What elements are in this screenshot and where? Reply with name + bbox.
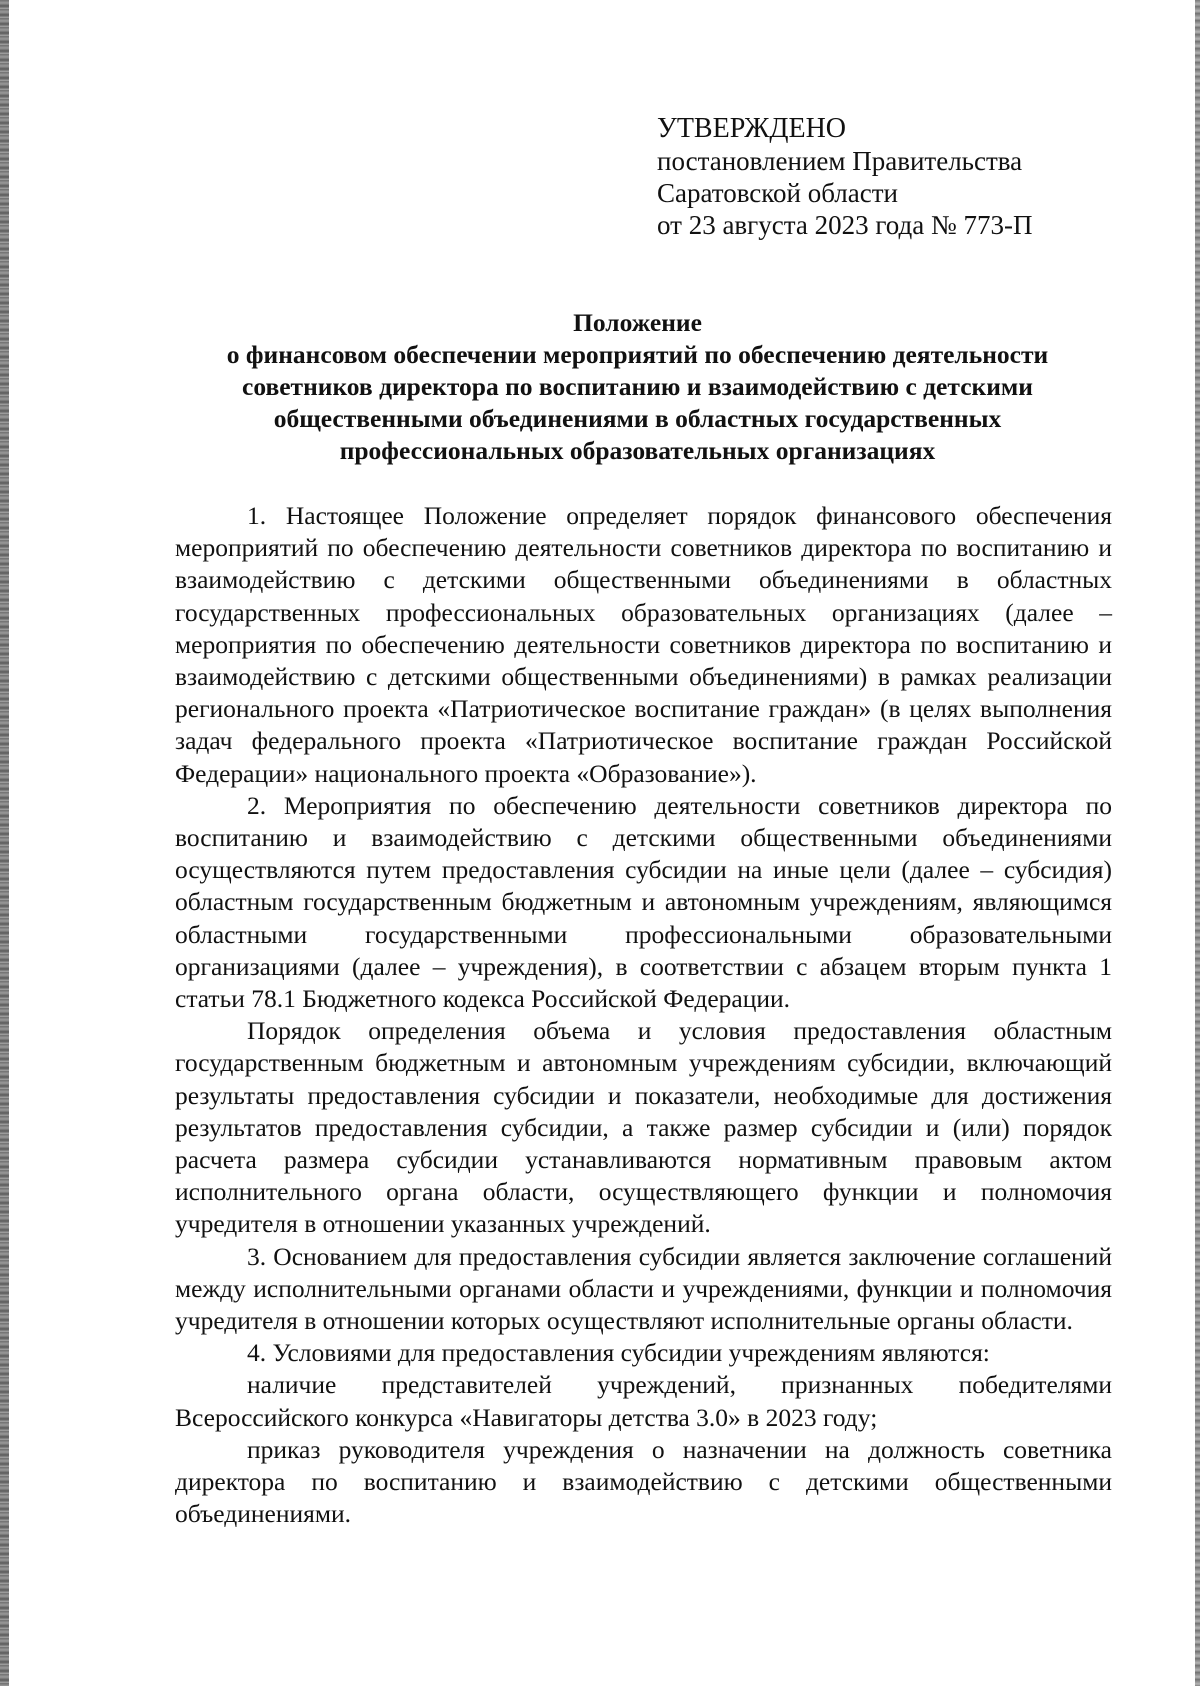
title-line-2: о финансовом обеспечении мероприятий по обеспечению деятельности — [226, 340, 1049, 369]
title-line-1: Положение — [573, 308, 702, 337]
scan-edge-left — [0, 0, 9, 1686]
paragraph-6: наличие представителей учреждений, признанных победителями Всероссийского конкурса «Навигаторы детства 3.0» в 2023 году; — [175, 1370, 1112, 1432]
scan-edge-right — [1195, 0, 1200, 1686]
title-line-4: общественными объединениями в областных государственных — [273, 404, 1002, 433]
paragraph-3: Порядок определения объема и условия предоставления областным государственным бюджетным и автономным учреждениям субсидии, включающий результаты предоставления субсидии и показатели, необходимые для достижения результатов предоставления субсидии, а также размер субсидии и (или) порядок расчета размера субсидии устанавливаются нормативным правовым актом исполнительного органа области, осуществляющего функции и полномочия учредителя в отношении указанных учреждений. — [175, 1016, 1112, 1239]
paragraph-1: 1. Настоящее Положение определяет порядок финансового обеспечения мероприятий по обеспечению деятельности советников директора по воспитанию и взаимодействию с детскими общественными объединениями в областных государственных профессиональных образовательных организациях (далее – мероприятия по обеспечению деятельности советников директора по воспитанию и взаимодействию с детскими общественными объединениями) в рамках реализации регионального проекта «Патриотическое воспитание граждан» (в целях выполнения задач федерального проекта «Патриотическое воспитание граждан Российской Федерации» национального проекта «Образование»). — [175, 501, 1112, 788]
approval-line-1: постановлением Правительства — [657, 146, 1023, 176]
paragraph-7: приказ руководителя учреждения о назначении на должность советника директора по воспитанию и взаимодействию с детскими общественными объединениями. — [175, 1434, 1112, 1529]
document-body — [175, 500, 1112, 1531]
document-title — [170, 307, 1105, 467]
paragraph-2: 2. Мероприятия по обеспечению деятельности советников директора по воспитанию и взаимодействию с детскими общественными объединениями осуществляются путем предоставления субсидии на иные цели (далее – субсидия) областным государственным бюджетным и автономным учреждениям, являющимся областными государственными профессиональными образовательными организациями (далее – учреждения), в соответствии с абзацем вторым пункта 1 статьи 78.1 Бюджетного кодекса Российской Федерации. — [175, 790, 1112, 1014]
approval-heading: УТВЕРЖДЕНО — [657, 113, 847, 144]
approval-line-3: от 23 августа 2023 года № 773-П — [657, 210, 1033, 240]
paragraph-4: 3. Основанием для предоставления субсидии является заключение соглашений между исполнительными органами области и учреждениями, функции и полномочия учредителя в отношении которых осуществляют исполнительные органы области. — [175, 1241, 1112, 1336]
title-line-5: профессиональных образовательных организациях — [339, 436, 936, 465]
approval-stamp — [657, 113, 1157, 241]
approval-line-2: Саратовской области — [657, 178, 898, 208]
title-line-3: советников директора по воспитанию и взаимодействию с детскими — [242, 372, 1033, 401]
paragraph-5: 4. Условиями для предоставления субсидии учреждениям являются: — [247, 1338, 990, 1368]
